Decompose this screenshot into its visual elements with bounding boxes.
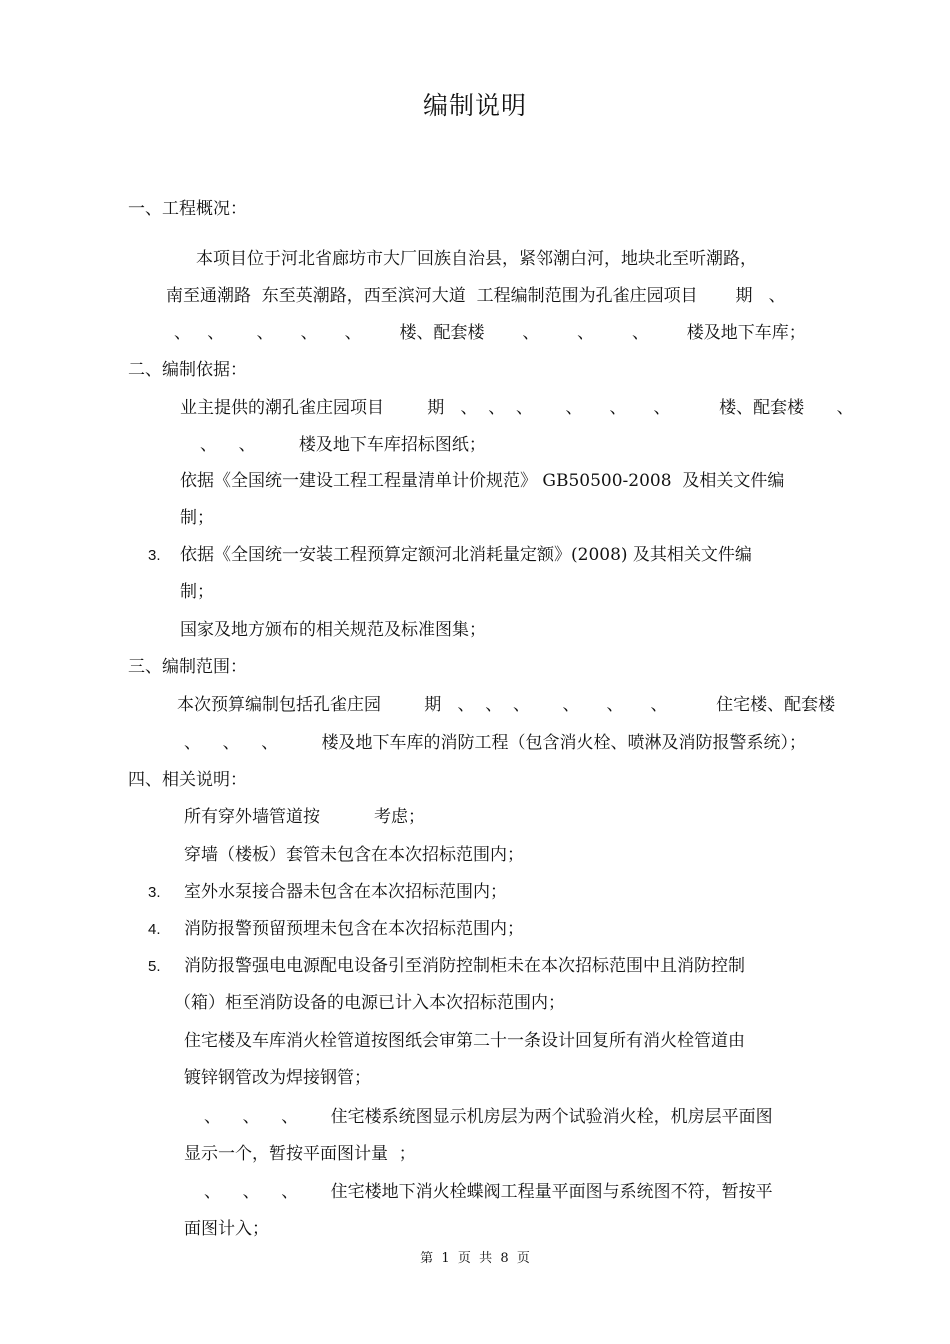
list-item: 国家及地方颁布的相关规范及标准图集； <box>180 620 486 640</box>
paragraph-line: 南至通潮路 东至英潮路，西至滨河大道 工程编制范围为孔雀庄园项目 期 、 <box>166 286 786 306</box>
list-number: 4. <box>148 921 161 938</box>
list-item: 消防报警强电电源配电设备引至消防控制柜未在本次招标范围中且消防控制 <box>184 956 745 976</box>
list-item-continued: 制； <box>180 508 214 528</box>
list-item: 住宅楼及车库消火栓管道按图纸会审第二十一条设计回复所有消火栓管道由 <box>184 1031 745 1051</box>
list-item-continued: 面图计入； <box>184 1219 269 1239</box>
list-item-continued: 镀锌钢管改为焊接钢管； <box>184 1068 371 1088</box>
list-number: 3. <box>148 547 161 564</box>
section-heading-scope: 三、编制范围： <box>128 657 247 677</box>
paragraph-line: 、 、 、 、 、 楼、配套楼 、 、 、 楼及地下车库； <box>174 323 806 343</box>
paragraph-line: 本次预算编制包括孔雀庄园 期 、 、 、 、 、 、 住宅楼、配套楼 <box>177 695 836 715</box>
page-title: 编制说明 <box>422 91 527 120</box>
list-item: 所有穿外墙管道按 考虑； <box>184 807 426 827</box>
page-footer: 第 1 页 共 8 页 <box>420 1251 530 1266</box>
list-item: 穿墙（楼板）套管未包含在本次招标范围内； <box>184 845 524 865</box>
paragraph-line: 、 、 、 楼及地下车库的消防工程（包含消火栓、喷淋及消防报警系统）； <box>184 733 806 753</box>
section-heading-notes: 四、相关说明： <box>128 770 247 790</box>
paragraph-line: 本项目位于河北省廊坊市大厂回族自治县，紧邻潮白河，地块北至听潮路， <box>196 249 757 269</box>
section-heading-basis: 二、编制依据： <box>128 360 247 380</box>
list-item-continued: （箱）柜至消防设备的电源已计入本次招标范围内； <box>174 993 565 1013</box>
list-item-continued: 制； <box>180 582 214 602</box>
list-item: 消防报警预留预埋未包含在本次招标范围内； <box>184 919 524 939</box>
list-item: 、 、 、 住宅楼地下消火栓蝶阀工程量平面图与系统图不符，暂按平 <box>204 1182 773 1202</box>
list-number: 5. <box>148 958 161 975</box>
section-heading-overview: 一、工程概况： <box>128 199 247 219</box>
list-item: 依据《全国统一建设工程工程量清单计价规范》 GB50500-2008 及相关文件编 <box>180 471 785 491</box>
list-item: 、 、 、 住宅楼系统图显示机房层为两个试验消火栓，机房层平面图 <box>204 1107 773 1127</box>
list-item-continued: 显示一个，暂按平面图计量 ； <box>184 1144 416 1164</box>
list-item-continued: 、 、 楼及地下车库招标图纸； <box>200 435 486 455</box>
list-number: 3. <box>148 884 161 901</box>
list-item: 室外水泵接合器未包含在本次招标范围内； <box>184 882 507 902</box>
list-item: 业主提供的潮孔雀庄园项目 期 、 、 、 、 、 、 楼、配套楼 、 <box>180 398 854 418</box>
list-item: 依据《全国统一安装工程预算定额河北消耗量定额》(2008) 及其相关文件编 <box>180 545 752 565</box>
